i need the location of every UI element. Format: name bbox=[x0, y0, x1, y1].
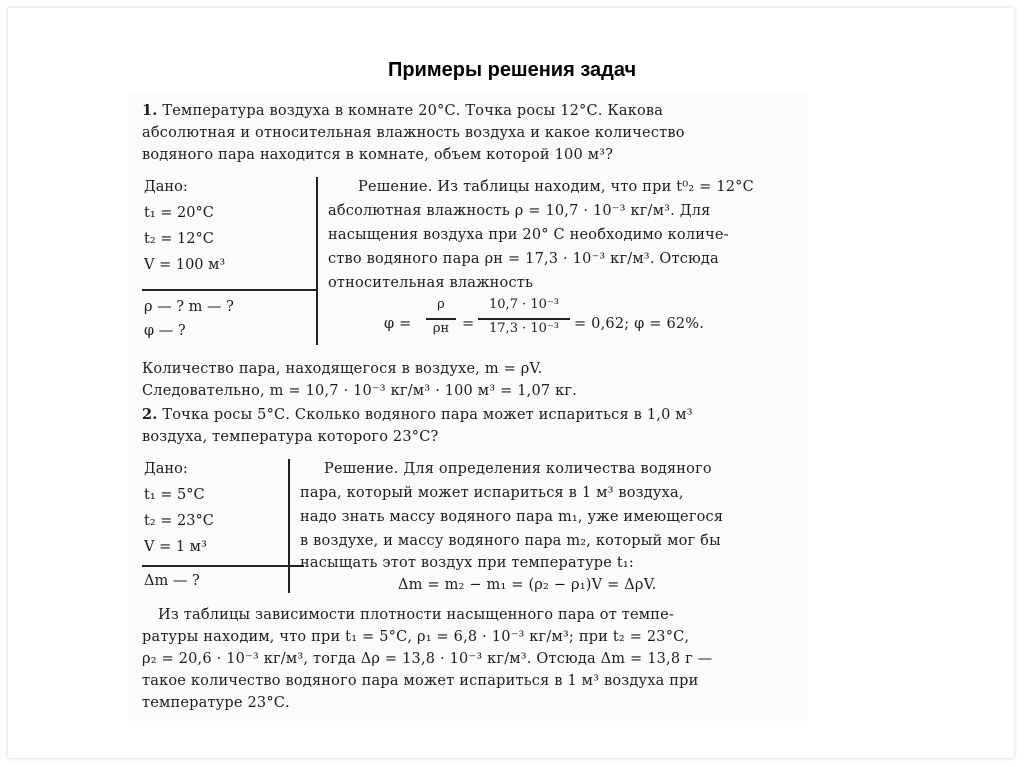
problem1-given-divider bbox=[142, 289, 318, 291]
problem2-solution-line1: Решение. Для определения количества водяного bbox=[324, 461, 712, 477]
problem2-find-1: Δm — ? bbox=[144, 573, 200, 589]
problem2-statement-line2: воздуха, температура которого 23°С? bbox=[142, 429, 439, 445]
problem1-after-line2: Следовательно, m = 10,7 · 10⁻³ кг/м³ · 100 м³ = 1,07 кг. bbox=[142, 383, 577, 399]
problem1-formula-eq: = bbox=[462, 316, 475, 332]
problem1-solution-line1: Решение. Из таблицы находим, что при t⁰₂ = 12°С bbox=[358, 179, 754, 195]
problem1-formula-num1: ρ bbox=[437, 297, 445, 312]
problem1-formula-den2: 17,3 · 10⁻³ bbox=[489, 321, 559, 336]
problem2-formula: Δm = m₂ − m₁ = (ρ₂ − ρ₁)V = ΔρV. bbox=[398, 577, 657, 593]
problem1-formula-den1: ρн bbox=[432, 321, 450, 336]
problem1-given-separator bbox=[316, 177, 318, 345]
problem2-solution-line3: надо знать массу водяного пара m₁, уже имеющегося bbox=[300, 509, 724, 525]
problem1-formula-lhs: φ = bbox=[384, 316, 412, 332]
problem2-given-t2: t₂ = 23°С bbox=[144, 513, 214, 529]
problem1-solution-line3: насыщения воздуха при 20° С необходимо количе- bbox=[328, 227, 729, 243]
problem1-after-line1: Количество пара, находящегося в воздухе, m = ρV. bbox=[142, 361, 543, 377]
problem1-solution-line4: ство водяного пара ρн = 17,3 · 10⁻³ кг/м³. Отсюда bbox=[328, 251, 719, 267]
problem2-given-volume: V = 1 м³ bbox=[144, 539, 207, 555]
page-title: Примеры решения задач bbox=[387, 59, 637, 81]
problem1-solution-line2: абсолютная влажность ρ = 10,7 · 10⁻³ кг/м³. Для bbox=[328, 203, 711, 219]
problem2-given-divider bbox=[142, 565, 304, 567]
problem1-fraction-bar1 bbox=[426, 318, 456, 320]
problem1-formula-rhs: = 0,62; φ = 62%. bbox=[574, 316, 705, 332]
problem1-statement-line1: 1. Температура воздуха в комнате 20°С. Точка росы 12°С. Какова bbox=[142, 102, 664, 119]
problem1-given-volume: V = 100 м³ bbox=[144, 257, 226, 273]
problem1-fraction-bar2 bbox=[478, 318, 570, 320]
problem2-after-line4: такое количество водяного пара может испариться в 1 м³ воздуха при bbox=[142, 673, 699, 689]
scanned-page bbox=[128, 93, 808, 721]
problem1-find-2: φ — ? bbox=[144, 323, 186, 339]
problem1-given-label: Дано: bbox=[144, 179, 188, 195]
problem2-given-t1: t₁ = 5°С bbox=[144, 487, 205, 503]
problem2-given-separator bbox=[288, 459, 290, 593]
problem2-number: 2. bbox=[142, 406, 158, 423]
problem2-given-label: Дано: bbox=[144, 461, 188, 477]
problem1-solution-line5: относительная влажность bbox=[328, 275, 534, 291]
problem1-statement-line2: абсолютная и относительная влажность воздуха и какое количество bbox=[142, 125, 685, 141]
problem2-after-line1: Из таблицы зависимости плотности насыщенного пара от темпе- bbox=[158, 607, 674, 623]
problem2-solution-line4: в воздухе, и массу водяного пара m₂, который мог бы bbox=[300, 533, 721, 549]
problem1-statement-line3: водяного пара находится в комнате, объем которой 100 м³? bbox=[142, 147, 614, 163]
problem1-given-t1: t₁ = 20°С bbox=[144, 205, 214, 221]
problem2-statement-line1: 2. Точка росы 5°С. Сколько водяного пара может испариться в 1,0 м³ bbox=[142, 406, 693, 423]
problem2-solution-line5: насыщать этот воздух при температуре t₁: bbox=[300, 555, 634, 571]
problem2-after-line5: температуре 23°С. bbox=[142, 695, 290, 711]
problem2-after-line2: ратуры находим, что при t₁ = 5°С, ρ₁ = 6,8 · 10⁻³ кг/м³; при t₂ = 23°С, bbox=[142, 629, 690, 645]
problem1-find-1: ρ — ? m — ? bbox=[144, 299, 234, 315]
problem1-number: 1. bbox=[142, 102, 158, 119]
problem1-formula-num2: 10,7 · 10⁻³ bbox=[489, 297, 559, 312]
problem2-solution-line2: пара, который может испариться в 1 м³ воздуха, bbox=[300, 485, 684, 501]
problem2-after-line3: ρ₂ = 20,6 · 10⁻³ кг/м³, тогда Δρ = 13,8 · 10⁻³ кг/м³. Отсюда Δm = 13,8 г — bbox=[142, 651, 713, 667]
problem1-given-t2: t₂ = 12°С bbox=[144, 231, 214, 247]
